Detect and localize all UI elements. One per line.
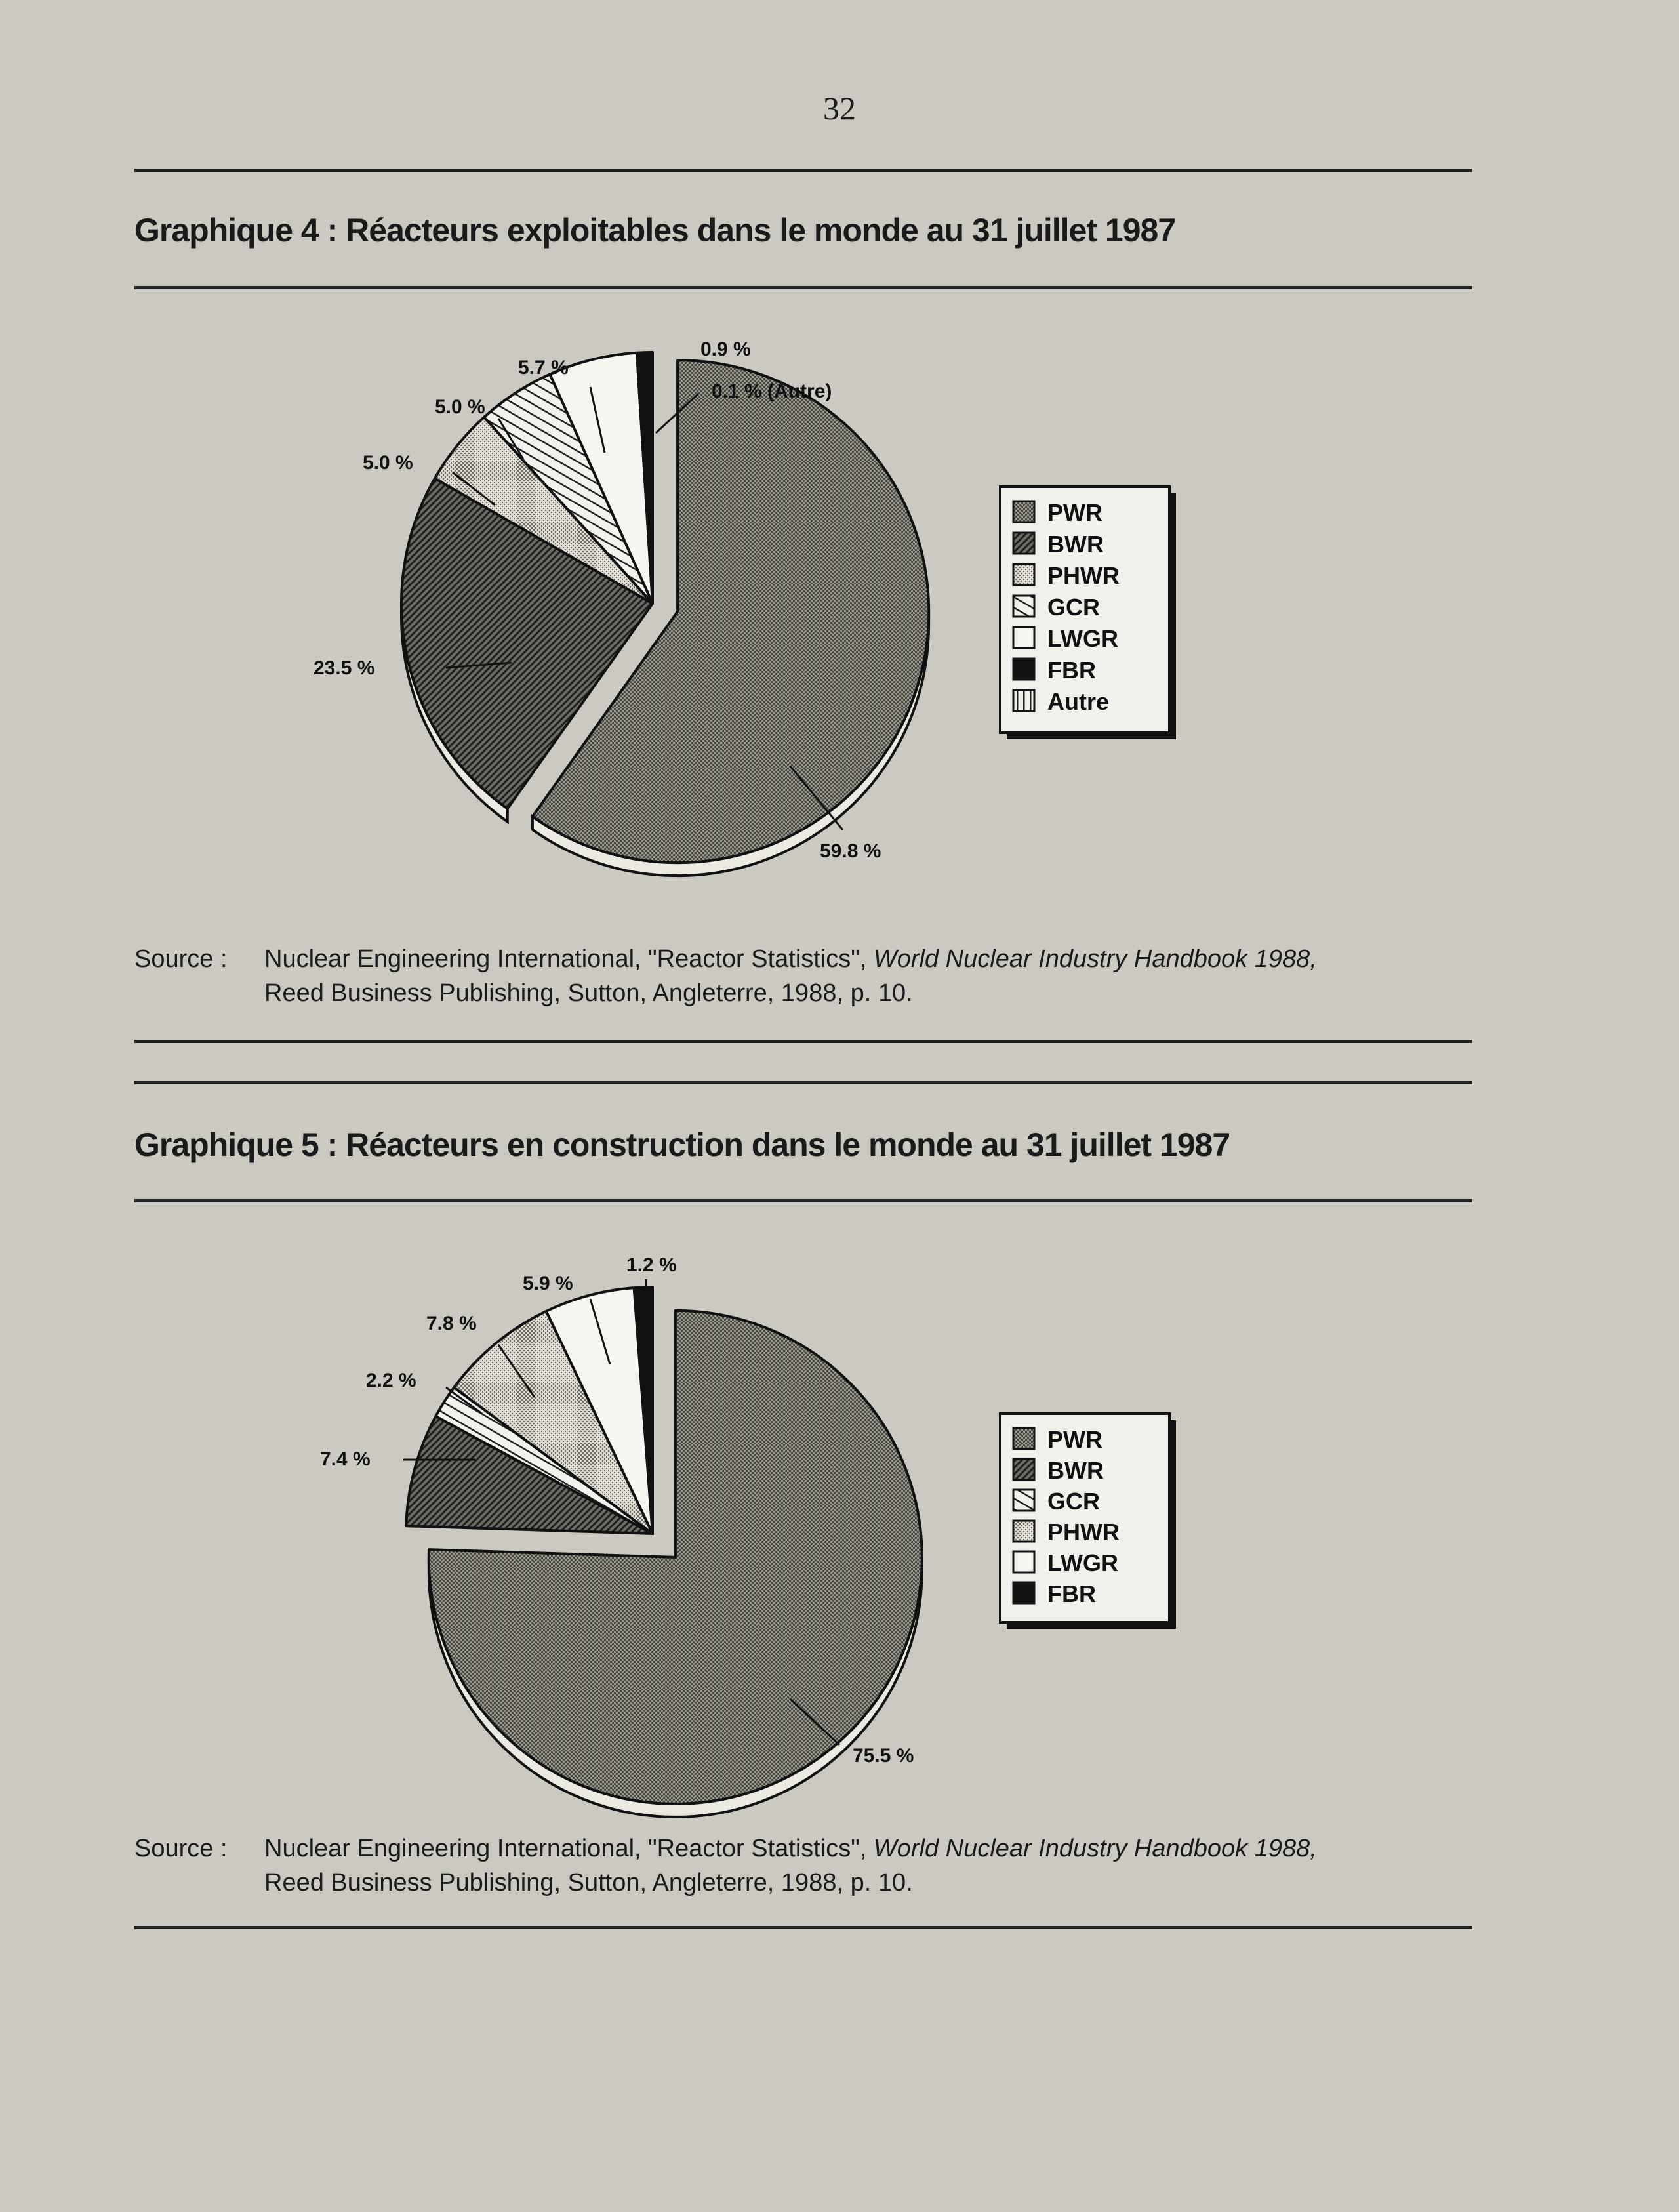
- chart1-legend-swatch-phwr: [1013, 564, 1034, 585]
- chart2-value-label-fbr: 1.2 %: [626, 1254, 677, 1276]
- chart1-legend-label-lwgr: LWGR: [1047, 625, 1118, 652]
- chart2-legend-label-phwr: PHWR: [1047, 1519, 1120, 1546]
- chart1-source-line2: Reed Business Publishing, Sutton, Angleterre, 1988, p. 10.: [264, 979, 913, 1007]
- chart2-source-text: [264, 1832, 1484, 1900]
- rule-top-2: [134, 1081, 1472, 1084]
- chart1-value-label-phwr: 5.0 %: [363, 452, 413, 474]
- chart2-legend-label-lwgr: LWGR: [1047, 1549, 1118, 1576]
- chart2-source-line2: Reed Business Publishing, Sutton, Angleterre, 1988, p. 10.: [264, 1869, 913, 1896]
- chart1-source-italic: World Nuclear Industry Handbook 1988,: [873, 945, 1317, 973]
- chart2-legend-swatch-gcr: [1013, 1490, 1034, 1511]
- chart1-value-label-autre: 0.1 % (Autre): [712, 380, 832, 402]
- chart1-legend-label-fbr: FBR: [1047, 657, 1096, 684]
- chart2-value-label-lwgr: 5.9 %: [523, 1273, 573, 1294]
- chart2-legend-swatch-lwgr: [1013, 1551, 1034, 1572]
- chart1-legend-swatch-gcr: [1013, 596, 1034, 617]
- chart1-legend-swatch-fbr: [1013, 659, 1034, 680]
- page-number: 32: [823, 90, 856, 127]
- chart1-value-label-gcr: 5.0 %: [435, 396, 485, 418]
- chart1-value-label-fbr: 0.9 %: [700, 338, 751, 360]
- chart2-value-label-pwr: 75.5 %: [853, 1745, 914, 1767]
- chart2-legend-label-bwr: BWR: [1047, 1457, 1104, 1484]
- chart1-source-label: Source :: [134, 945, 228, 973]
- chart1-title: Graphique 4 : Réacteurs exploitables dans le monde au 31 juillet 1987: [134, 212, 1176, 249]
- rule-under-title-2: [134, 1199, 1472, 1202]
- chart1-value-label-lwgr: 5.7 %: [518, 357, 569, 379]
- chart2-legend-swatch-phwr: [1013, 1521, 1034, 1542]
- chart2-source-main: Nuclear Engineering International, "Reactor Statistics",: [264, 1835, 874, 1862]
- chart2-title: Graphique 5 : Réacteurs en construction dans le monde au 31 juillet 1987: [134, 1126, 1230, 1163]
- chart2-value-label-bwr: 7.4 %: [320, 1448, 371, 1470]
- chart2-legend-label-pwr: PWR: [1047, 1426, 1102, 1453]
- chart1-legend-swatch-pwr: [1013, 501, 1034, 522]
- chart1-legend-swatch-autre: [1013, 690, 1034, 711]
- chart2-legend-swatch-bwr: [1013, 1459, 1034, 1480]
- rule-bottom-2: [134, 1926, 1472, 1929]
- chart1-legend-swatch-lwgr: [1013, 627, 1034, 648]
- chart1-source-main: Nuclear Engineering International, "Reactor Statistics",: [264, 945, 874, 973]
- rule-bottom-1: [134, 1040, 1472, 1043]
- chart2-source-italic: World Nuclear Industry Handbook 1988,: [873, 1835, 1317, 1862]
- chart2-value-label-phwr: 7.8 %: [426, 1313, 477, 1334]
- chart1-legend-label-phwr: PHWR: [1047, 562, 1120, 589]
- rule-top-1: [134, 169, 1472, 172]
- rule-under-title-1: [134, 286, 1472, 289]
- chart1-source-text: [264, 942, 1484, 1010]
- chart1-legend-swatch-bwr: [1013, 533, 1034, 554]
- chart1-legend-label-pwr: PWR: [1047, 499, 1102, 526]
- chart1-value-label-bwr: 23.5 %: [314, 657, 375, 679]
- chart2-legend-label-gcr: GCR: [1047, 1488, 1100, 1515]
- chart1-legend-label-gcr: GCR: [1047, 594, 1100, 621]
- chart2-value-label-gcr: 2.2 %: [366, 1370, 416, 1391]
- chart2-legend-label-fbr: FBR: [1047, 1580, 1096, 1607]
- chart1-legend-label-autre: Autre: [1047, 688, 1110, 715]
- chart2-legend-swatch-pwr: [1013, 1428, 1034, 1449]
- chart1-legend-label-bwr: BWR: [1047, 531, 1104, 558]
- chart2-source-label: Source :: [134, 1835, 228, 1862]
- chart2-legend-swatch-fbr: [1013, 1582, 1034, 1603]
- chart1-value-label-pwr: 59.8 %: [820, 840, 881, 862]
- chart1-slice-autre: [651, 352, 653, 604]
